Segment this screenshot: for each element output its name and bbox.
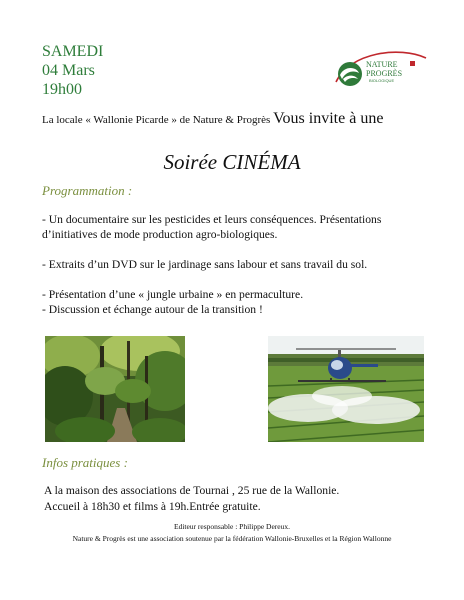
footer-note: Nature & Progrès est une association soutenue par la fédération Wallonie-Bruxelles et la Région Wallonne <box>72 534 392 543</box>
invitation-line <box>42 110 383 128</box>
infos-block <box>44 483 339 515</box>
event-date: 04 Mars <box>42 62 95 79</box>
infos-address: A la maison des associations de Tournai , 25 rue de la Wallonie. <box>44 484 340 497</box>
event-day: SAMEDI <box>42 43 104 60</box>
list-item: - Présentation d’une « jungle urbaine » en permaculture. <box>42 288 304 301</box>
logo-line-1: NATURE <box>366 60 398 69</box>
footer <box>0 521 464 545</box>
infos-schedule: Accueil à 18h30 et films à 19h.Entrée gratuite. <box>44 500 261 513</box>
invitation-text: La locale « Wallonie Picarde » de Nature & Progrès <box>42 114 271 126</box>
event-time: 19h00 <box>42 81 82 98</box>
infos-heading: Infos pratiques : <box>42 455 128 470</box>
list-item: - Extraits d’un DVD sur le jardinage sans labour et sans travail du sol. <box>42 258 368 271</box>
nature-progres-logo <box>330 48 430 98</box>
logo-line-2: PROGRÈS <box>366 69 403 78</box>
list-item: - Un documentaire sur les pesticides et leurs conséquences. Présentations d’initiatives de mode production agro-biologiques. <box>42 213 382 241</box>
programmation-list <box>42 212 432 317</box>
logo-line-3: BIOLOGIQUE <box>369 78 395 83</box>
programmation-heading: Programmation : <box>42 183 133 198</box>
invitation-highlight: Vous invite à une <box>273 110 384 127</box>
list-item: - Discussion et échange autour de la transition ! <box>42 303 263 316</box>
jungle-photo <box>45 336 185 442</box>
logo-swirl-icon <box>330 48 430 98</box>
footer-editor: Editeur responsable : Philippe Dereux. <box>173 522 290 531</box>
event-date-block <box>42 42 103 99</box>
page-title: Soirée CINÉMA <box>163 150 301 174</box>
helicopter-spraying-photo <box>268 336 424 442</box>
